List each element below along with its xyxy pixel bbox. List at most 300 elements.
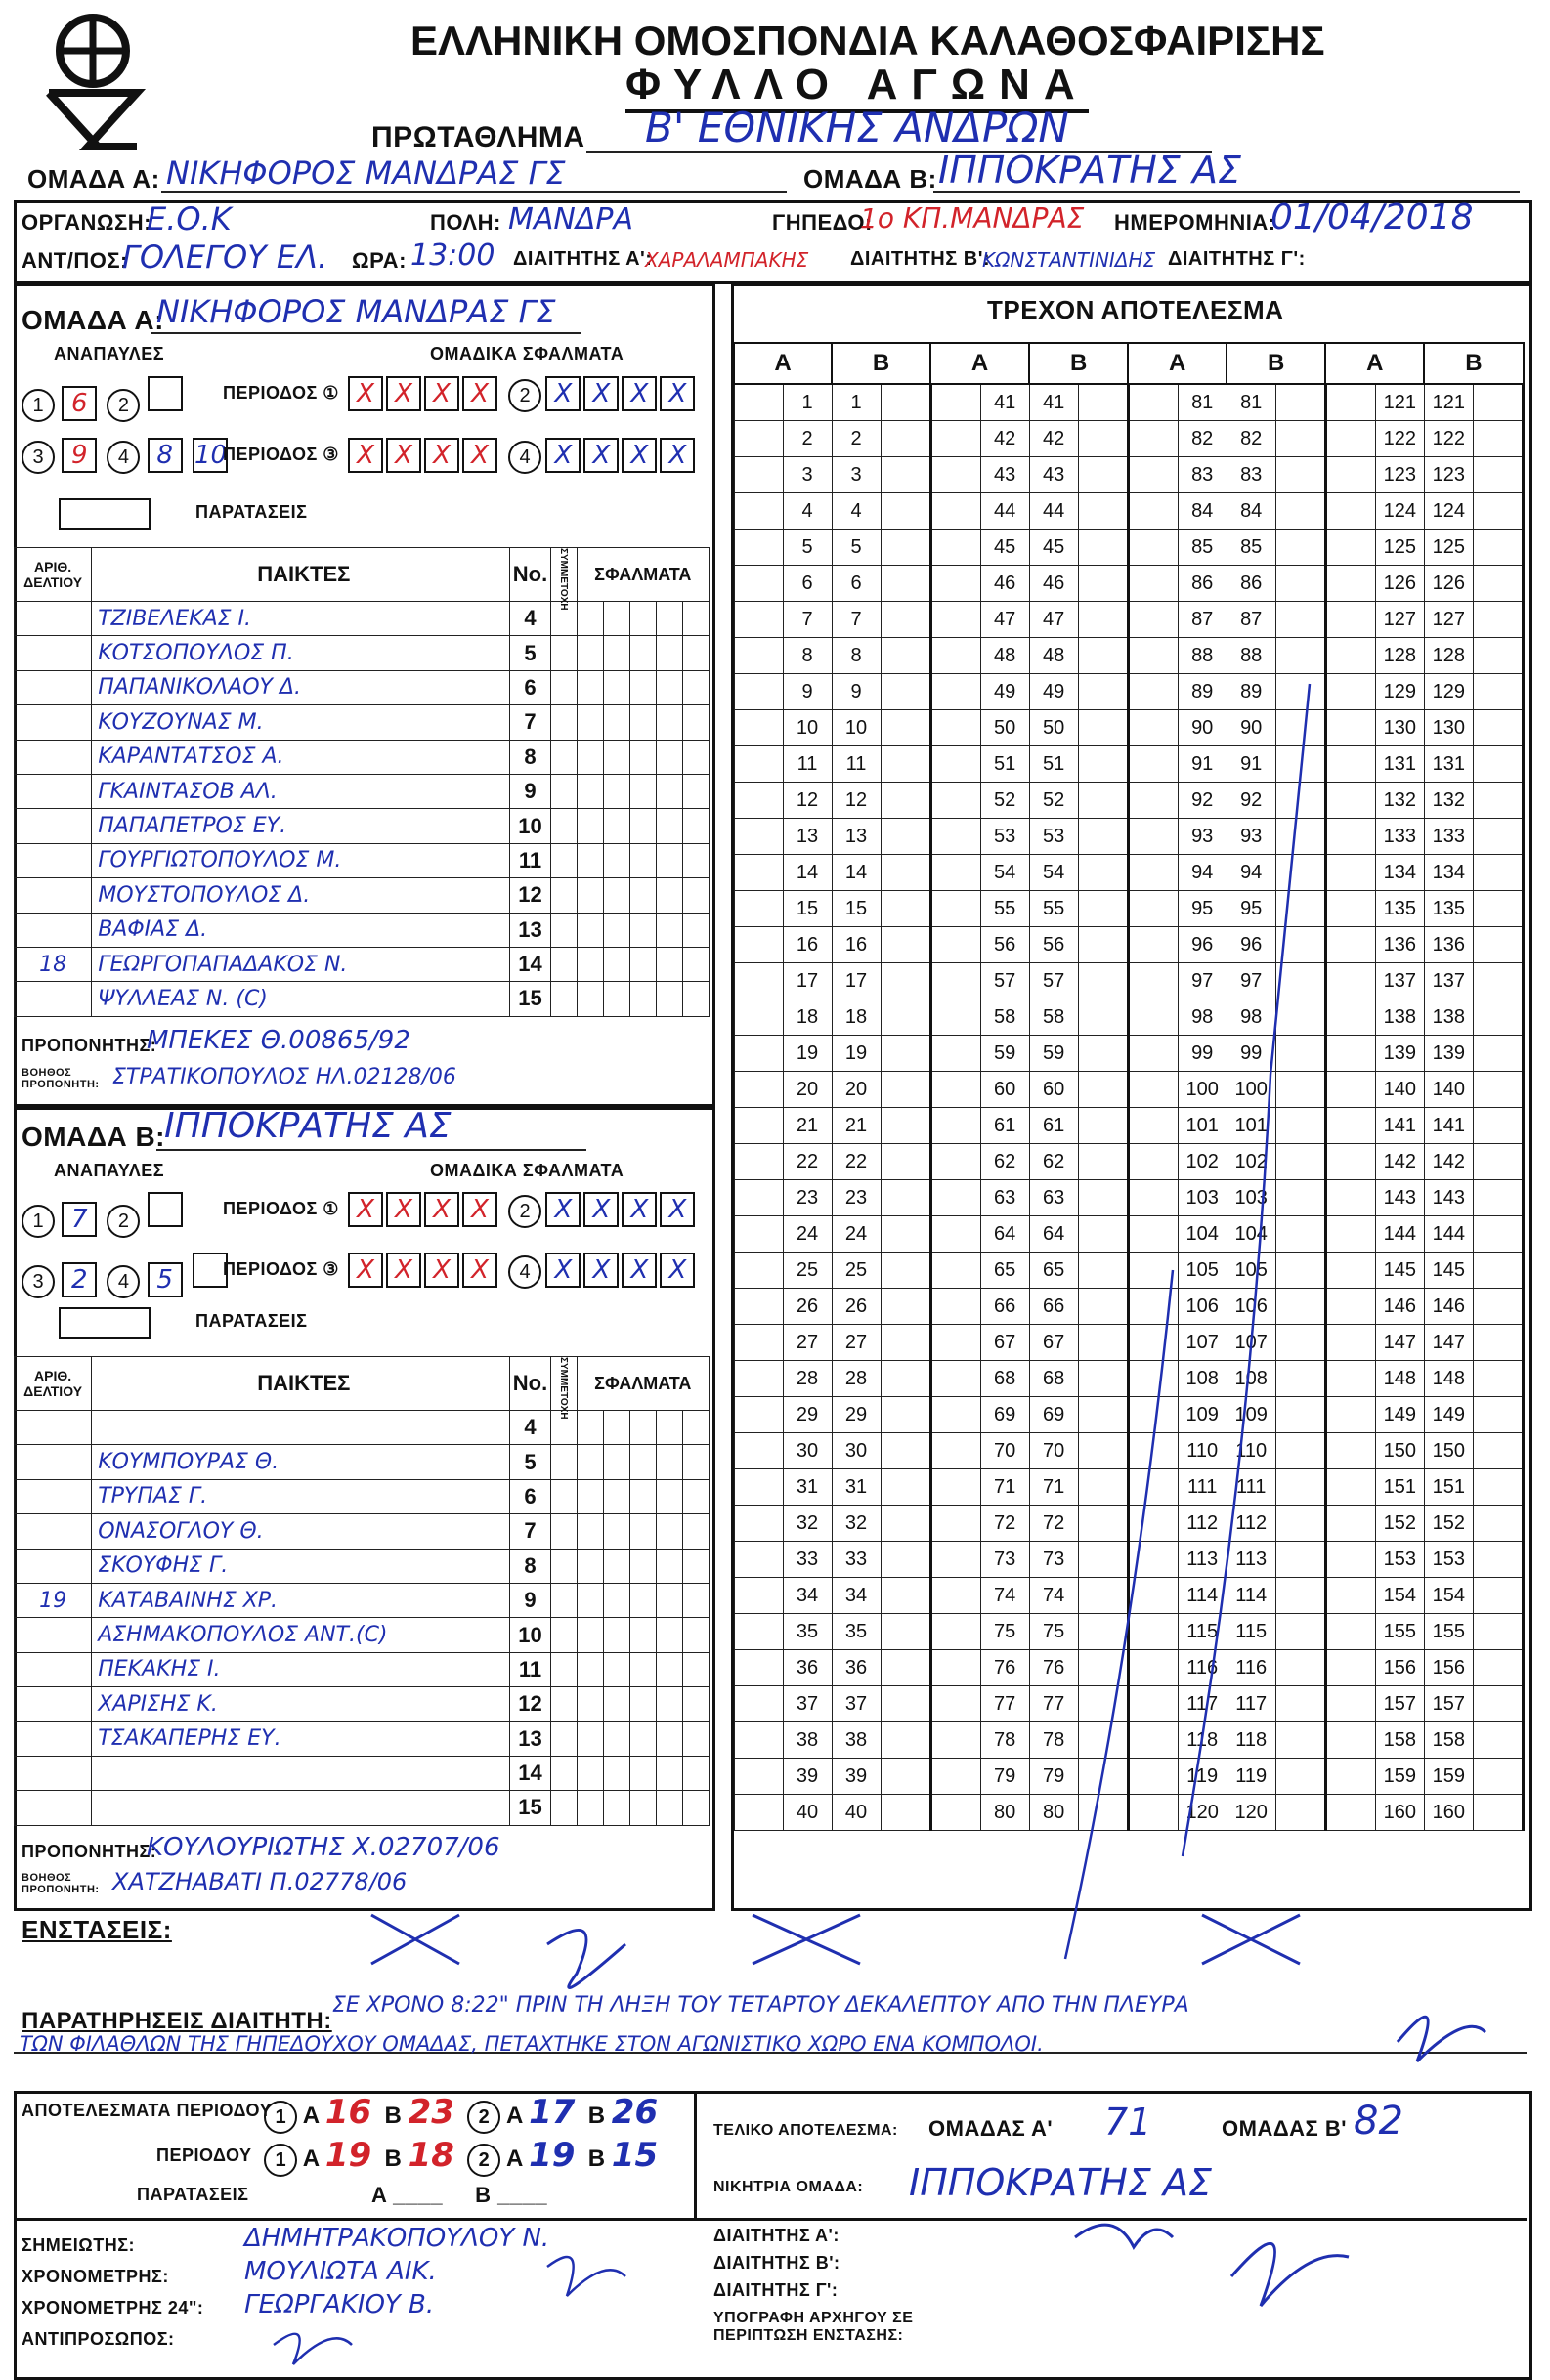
score-cell: 146 — [1375, 1289, 1424, 1325]
ref1-value: ΧΑΡΑΛΑΜΠΑΚΗΣ — [645, 248, 809, 272]
score-cell: 113 — [1178, 1542, 1227, 1578]
player-number: 11 — [510, 1652, 550, 1686]
score-cell: 103 — [1227, 1180, 1275, 1216]
score-cell: 148 — [1375, 1361, 1424, 1397]
score-cell: 74 — [980, 1578, 1029, 1614]
score-cell: 42 — [1029, 421, 1078, 457]
score-cell: 11 — [832, 746, 881, 783]
score-cell: 105 — [1178, 1253, 1227, 1289]
team-a-coach-value: ΜΠΕΚΕΣ Θ.00865/92 — [147, 1026, 410, 1055]
score-cell: 48 — [1029, 638, 1078, 674]
score-cell: 64 — [1029, 1216, 1078, 1253]
score-col-header: Α — [734, 343, 832, 384]
score-cell: 154 — [1375, 1578, 1424, 1614]
score-cell: 89 — [1178, 674, 1227, 710]
period-label: ΠΕΡΙΟΔΟΥ — [156, 2146, 252, 2165]
score-cell: 131 — [1375, 746, 1424, 783]
score-cell: 99 — [1227, 1036, 1275, 1072]
card-no-header: ΑΡΙΘ. ΔΕΛΤΙΟΥ — [15, 548, 92, 602]
score-cell: 77 — [1029, 1686, 1078, 1722]
score-cell: 160 — [1375, 1795, 1424, 1831]
score-cell: 95 — [1178, 891, 1227, 927]
score-cell: 38 — [832, 1722, 881, 1759]
score-cell: 117 — [1227, 1686, 1275, 1722]
score-cell: 72 — [980, 1506, 1029, 1542]
final-label: ΤΕΛΙΚΟ ΑΠΟΤΕΛΕΣΜΑ: — [713, 2122, 898, 2139]
score-cell: 46 — [980, 566, 1029, 602]
score-cell: 98 — [1227, 999, 1275, 1036]
score-cell: 154 — [1424, 1578, 1473, 1614]
score-cell: 109 — [1227, 1397, 1275, 1433]
score-cell: 137 — [1375, 963, 1424, 999]
final-team-a-score: 71 — [1104, 2101, 1152, 2144]
team-b-coach-value: ΚΟΥΛΟΥΡΙΩΤΗΣ Χ.02707/06 — [147, 1833, 500, 1862]
score-col-header: Β — [832, 343, 930, 384]
score-cell: 132 — [1424, 783, 1473, 819]
score-cell: 43 — [1029, 457, 1078, 493]
timeout-box: 2 — [62, 1262, 97, 1297]
commissioner-value: ΓΟΛΕΓΟΥ ΕΛ. — [122, 238, 328, 276]
score-cell: 48 — [980, 638, 1029, 674]
player-number: 7 — [510, 705, 550, 740]
score-cell: 66 — [980, 1289, 1029, 1325]
period-results-row-2: 1 A 19 B 18 2 A 19 B 15 — [264, 2136, 658, 2177]
score-cell: 45 — [1029, 530, 1078, 566]
score-cell: 65 — [1029, 1253, 1078, 1289]
score-cell: 81 — [1227, 384, 1275, 421]
ref2-value: ΚΩΝΣΤΑΝΤΙΝΙΔΗΣ — [982, 248, 1156, 272]
score-cell: 57 — [980, 963, 1029, 999]
sheet-title: ΦΥΛΛΟ ΑΓΩΝΑ — [625, 61, 1089, 113]
player-name: ΠΑΠΑΠΕΤΡΟΣ ΕΥ. — [92, 809, 510, 843]
score-cell: 125 — [1375, 530, 1424, 566]
player-name: ΓΟΥΡΓΙΩΤΟΠΟΥΛΟΣ Μ. — [92, 843, 510, 877]
player-number: 10 — [510, 809, 550, 843]
score-cell: 27 — [783, 1325, 832, 1361]
organizer-label: ΟΡΓΑΝΩΣΗ: — [22, 210, 151, 234]
score-cell: 51 — [1029, 746, 1078, 783]
team-b-assistant-value: ΧΑΤΖΗΑΒΑΤΙ Π.02778/06 — [112, 1868, 408, 1895]
score-cell: 41 — [1029, 384, 1078, 421]
player-number: 5 — [510, 1445, 550, 1479]
score-cell: 122 — [1424, 421, 1473, 457]
score-cell: 143 — [1375, 1180, 1424, 1216]
timer24-label: ΧΡΟΝΟΜΕΤΡΗΣ 24": — [22, 2298, 204, 2317]
player-number: 6 — [510, 670, 550, 704]
score-cell: 94 — [1227, 855, 1275, 891]
team-b-overtimes-label: ΠΑΡΑΤΑΣΕΙΣ — [195, 1311, 308, 1331]
score-cell: 3 — [832, 457, 881, 493]
team-b-label: ΟΜΑΔΑ Β: — [803, 164, 937, 193]
score-cell: 153 — [1375, 1542, 1424, 1578]
score-cell: 31 — [832, 1469, 881, 1506]
score-cell: 136 — [1375, 927, 1424, 963]
score-cell: 56 — [1029, 927, 1078, 963]
score-col-header: Α — [930, 343, 1029, 384]
ref1-label: ΔΙΑΙΤΗΤΗΣ Α': — [513, 248, 653, 270]
player-number: 14 — [510, 1756, 550, 1790]
score-cell: 95 — [1227, 891, 1275, 927]
score-cell: 128 — [1375, 638, 1424, 674]
score-cell: 1 — [832, 384, 881, 421]
score-cell: 124 — [1424, 493, 1473, 530]
score-cell: 58 — [980, 999, 1029, 1036]
protests-label: ΕΝΣΤΑΣΕΙΣ: — [22, 1915, 172, 1944]
score-cell: 62 — [1029, 1144, 1078, 1180]
score-cell: 110 — [1178, 1433, 1227, 1469]
score-cell: 12 — [783, 783, 832, 819]
no-header: No. — [510, 548, 550, 602]
score-cell: 132 — [1375, 783, 1424, 819]
player-number: 14 — [510, 947, 550, 981]
score-cell: 32 — [832, 1506, 881, 1542]
score-cell: 80 — [980, 1795, 1029, 1831]
period-1-team-b-score: 23 — [408, 2093, 454, 2132]
score-cell: 73 — [1029, 1542, 1078, 1578]
team-a-timeouts-label: ΑΝΑΠΑΥΛΕΣ — [54, 344, 165, 363]
score-cell: 92 — [1227, 783, 1275, 819]
team-b-value: ΙΠΠΟΚΡΑΤΗΣ ΑΣ — [938, 149, 1241, 191]
score-cell: 60 — [980, 1072, 1029, 1108]
player-name: ΚΑΤΑΒΑΙΝΗΣ ΧΡ. — [92, 1583, 510, 1617]
score-cell: 66 — [1029, 1289, 1078, 1325]
score-cell: 86 — [1178, 566, 1227, 602]
score-cell: 49 — [980, 674, 1029, 710]
score-cell: 151 — [1424, 1469, 1473, 1506]
score-cell: 7 — [832, 602, 881, 638]
period-3-team-b-score: 18 — [408, 2136, 454, 2175]
score-cell: 35 — [832, 1614, 881, 1650]
score-cell: 21 — [832, 1108, 881, 1144]
score-cell: 54 — [980, 855, 1029, 891]
team-b-period-1-fouls: X X X X — [348, 1192, 500, 1227]
score-cell: 126 — [1375, 566, 1424, 602]
player-number: 13 — [510, 1721, 550, 1756]
score-cell: 107 — [1227, 1325, 1275, 1361]
score-cell: 150 — [1424, 1433, 1473, 1469]
period-4-team-a-score: 19 — [529, 2136, 576, 2175]
player-name: ΒΑΦΙΑΣ Δ. — [92, 913, 510, 947]
score-cell: 140 — [1375, 1072, 1424, 1108]
score-cell: 61 — [1029, 1108, 1078, 1144]
player-number: 15 — [510, 1791, 550, 1825]
score-cell: 56 — [980, 927, 1029, 963]
scorer-value: ΔΗΜΗΤΡΑΚΟΠΟΥΛΟΥ Ν. — [244, 2224, 550, 2253]
score-cell: 99 — [1178, 1036, 1227, 1072]
score-cell: 134 — [1375, 855, 1424, 891]
score-cell: 19 — [783, 1036, 832, 1072]
team-a-coach-label: ΠΡΟΠΟΝΗΤΗΣ: — [22, 1036, 157, 1055]
organizer-value: Ε.Ο.Κ — [147, 200, 232, 237]
players-header: ΠΑΙΚΤΕΣ — [92, 1357, 510, 1411]
team-a-period-2-fouls: 2 X X X X — [508, 376, 698, 412]
score-cell: 142 — [1424, 1144, 1473, 1180]
score-cell: 100 — [1227, 1072, 1275, 1108]
score-cell: 8 — [832, 638, 881, 674]
score-cell: 50 — [1029, 710, 1078, 746]
score-cell: 77 — [980, 1686, 1029, 1722]
player-name: ΓΚΑΙΝΤΑΣΟΒ ΑΛ. — [92, 774, 510, 808]
score-col-header: Α — [1128, 343, 1227, 384]
player-name: ΚΟΤΣΟΠΟΥΛΟΣ Π. — [92, 636, 510, 670]
score-cell: 18 — [783, 999, 832, 1036]
score-cell: 40 — [783, 1795, 832, 1831]
score-cell: 80 — [1029, 1795, 1078, 1831]
team-a-period-4-fouls: 4 X X X X — [508, 438, 698, 474]
team-a-value: ΝΙΚΗΦΟΡΟΣ ΜΑΝΔΡΑΣ ΓΣ — [166, 154, 566, 191]
score-cell: 68 — [980, 1361, 1029, 1397]
score-cell: 159 — [1375, 1759, 1424, 1795]
score-cell: 159 — [1424, 1759, 1473, 1795]
team-a-name: ΝΙΚΗΦΟΡΟΣ ΜΑΝΔΡΑΣ ΓΣ — [156, 293, 556, 330]
score-cell: 22 — [832, 1144, 881, 1180]
team-a-title: ΟΜΑΔΑ Α: — [22, 305, 164, 335]
score-cell: 14 — [783, 855, 832, 891]
score-cell: 116 — [1227, 1650, 1275, 1686]
score-cell: 127 — [1424, 602, 1473, 638]
score-cell: 121 — [1424, 384, 1473, 421]
score-cell: 1 — [783, 384, 832, 421]
timeout-box: 5 — [148, 1262, 183, 1297]
player-name: ΤΡΥΠΑΣ Γ. — [92, 1479, 510, 1513]
score-cell: 130 — [1424, 710, 1473, 746]
score-cell: 147 — [1375, 1325, 1424, 1361]
period-results-row-1: 1 A 16 B 23 2 A 17 B 26 — [264, 2093, 658, 2134]
score-cell: 28 — [832, 1361, 881, 1397]
score-cell: 5 — [832, 530, 881, 566]
team-a-period-1-fouls: X X X X — [348, 376, 500, 411]
team-b-period-3-label: ΠΕΡΙΟΔΟΣ ③ — [223, 1259, 339, 1279]
team-b-period-1-label: ΠΕΡΙΟΔΟΣ ① — [223, 1199, 339, 1218]
score-col-header: Β — [1029, 343, 1128, 384]
score-cell: 53 — [980, 819, 1029, 855]
team-b-coach-label: ΠΡΟΠΟΝΗΤΗΣ: — [22, 1842, 157, 1861]
player-name: ΚΟΥΖΟΥΝΑΣ Μ. — [92, 705, 510, 740]
team-b-timeouts-second-half: 3 2 4 5 — [22, 1253, 231, 1298]
score-cell: 157 — [1375, 1686, 1424, 1722]
score-cell: 144 — [1424, 1216, 1473, 1253]
period-1-team-a-score: 16 — [324, 2093, 372, 2132]
score-cell: 50 — [980, 710, 1029, 746]
score-cell: 47 — [1029, 602, 1078, 638]
score-cell: 17 — [832, 963, 881, 999]
score-cell: 57 — [1029, 963, 1078, 999]
team-a-assistant-value: ΣΤΡΑΤΙΚΟΠΟΥΛΟΣ ΗΛ.02128/06 — [112, 1065, 456, 1089]
player-name: ΣΚΟΥΦΗΣ Γ. — [92, 1549, 510, 1583]
score-cell: 137 — [1424, 963, 1473, 999]
score-cell: 40 — [832, 1795, 881, 1831]
player-number: 4 — [510, 602, 550, 636]
score-cell: 104 — [1227, 1216, 1275, 1253]
score-cell: 69 — [980, 1397, 1029, 1433]
team-a-period-3-fouls: X X X X — [348, 438, 500, 473]
score-cell: 89 — [1227, 674, 1275, 710]
score-cell: 107 — [1178, 1325, 1227, 1361]
team-a-period-1-label: ΠΕΡΙΟΔΟΣ ① — [223, 383, 339, 403]
score-cell: 16 — [783, 927, 832, 963]
player-name: ΑΣΗΜΑΚΟΠΟΥΛΟΣ ΑΝΤ.(C) — [92, 1618, 510, 1652]
scorer-label: ΣΗΜΕΙΩΤΗΣ: — [22, 2235, 136, 2255]
score-cell: 9 — [783, 674, 832, 710]
team-b-period-4-fouls: 4 X X X X — [508, 1253, 698, 1289]
score-cell: 34 — [783, 1578, 832, 1614]
ref3-label: ΔΙΑΙΤΗΤΗΣ Γ': — [1168, 248, 1306, 270]
score-cell: 65 — [980, 1253, 1029, 1289]
score-cell: 30 — [832, 1433, 881, 1469]
score-cell: 122 — [1375, 421, 1424, 457]
score-cell: 34 — [832, 1578, 881, 1614]
score-cell: 7 — [783, 602, 832, 638]
score-cell: 126 — [1424, 566, 1473, 602]
score-cell: 63 — [980, 1180, 1029, 1216]
score-cell: 127 — [1375, 602, 1424, 638]
timeout-box: 8 — [148, 438, 183, 473]
score-cell: 58 — [1029, 999, 1078, 1036]
score-cell: 13 — [783, 819, 832, 855]
team-b-period-2-fouls: 2 X X X X — [508, 1192, 698, 1228]
score-cell: 102 — [1178, 1144, 1227, 1180]
player-card-no: 19 — [15, 1583, 92, 1617]
score-cell: 109 — [1178, 1397, 1227, 1433]
score-cell: 152 — [1424, 1506, 1473, 1542]
score-cell: 133 — [1424, 819, 1473, 855]
score-cell: 21 — [783, 1108, 832, 1144]
score-cell: 131 — [1424, 746, 1473, 783]
score-cell: 143 — [1424, 1180, 1473, 1216]
score-cell: 151 — [1375, 1469, 1424, 1506]
score-cell: 91 — [1178, 746, 1227, 783]
score-cell: 133 — [1375, 819, 1424, 855]
score-cell: 135 — [1424, 891, 1473, 927]
score-cell: 52 — [1029, 783, 1078, 819]
score-cell: 146 — [1424, 1289, 1473, 1325]
score-cell: 67 — [1029, 1325, 1078, 1361]
score-cell: 4 — [832, 493, 881, 530]
period-4-team-b-score: 15 — [611, 2136, 659, 2175]
score-cell: 12 — [832, 783, 881, 819]
score-cell: 55 — [1029, 891, 1078, 927]
player-name: ΨΥΛΛΕΑΣ Ν. (C) — [92, 982, 510, 1016]
score-cell: 55 — [980, 891, 1029, 927]
score-cell: 36 — [832, 1650, 881, 1686]
score-cell: 22 — [783, 1144, 832, 1180]
score-cell: 20 — [783, 1072, 832, 1108]
score-cell: 108 — [1178, 1361, 1227, 1397]
score-cell: 6 — [832, 566, 881, 602]
score-cell: 3 — [783, 457, 832, 493]
score-cell: 62 — [980, 1144, 1029, 1180]
score-cell: 93 — [1227, 819, 1275, 855]
score-cell: 81 — [1178, 384, 1227, 421]
score-cell: 76 — [980, 1650, 1029, 1686]
score-cell: 97 — [1178, 963, 1227, 999]
score-cell: 87 — [1178, 602, 1227, 638]
score-cell: 75 — [980, 1614, 1029, 1650]
player-name: ΓΕΩΡΓΟΠΑΠΑΔΑΚΟΣ Ν. — [92, 947, 510, 981]
team-a-timeouts-second-half: 3 9 4 8 10 — [22, 438, 231, 474]
score-cell: 129 — [1424, 674, 1473, 710]
score-cell: 101 — [1178, 1108, 1227, 1144]
score-cell: 156 — [1375, 1650, 1424, 1686]
score-cell: 15 — [783, 891, 832, 927]
score-cell: 136 — [1424, 927, 1473, 963]
score-cell: 79 — [980, 1759, 1029, 1795]
score-cell: 82 — [1227, 421, 1275, 457]
score-cell: 87 — [1227, 602, 1275, 638]
score-cell: 108 — [1227, 1361, 1275, 1397]
player-number: 8 — [510, 1549, 550, 1583]
remarks-text-line-1: ΣΕ ΧΡΟΝΟ 8:22" ΠΡΙΝ ΤΗ ΛΗΞΗ ΤΟΥ ΤΕΤΑΡΤΟΥ ΔΕΚΑΛΕΠΤΟΥ ΑΠΟ ΤΗΝ ΠΛΕΥΡΑ — [332, 1993, 1189, 2018]
team-a-assistant-label: ΒΟΗΘΟΣ ΠΡΟΠΟΝΗΤΗ: — [22, 1067, 100, 1090]
team-b-team-fouls-label: ΟΜΑΔΙΚΑ ΣΦΑΛΜΑΤΑ — [430, 1161, 624, 1180]
score-cell: 59 — [1029, 1036, 1078, 1072]
score-cell: 85 — [1227, 530, 1275, 566]
score-cell: 118 — [1227, 1722, 1275, 1759]
team-a-team-fouls-label: ΟΜΑΔΙΚΑ ΣΦΑΛΜΑΤΑ — [430, 344, 624, 363]
participation-header: ΣΥΜΜΕΤΟΧΗ — [550, 1357, 577, 1411]
score-cell: 102 — [1227, 1144, 1275, 1180]
score-cell: 10 — [783, 710, 832, 746]
score-cell: 140 — [1424, 1072, 1473, 1108]
score-cell: 39 — [832, 1759, 881, 1795]
score-cell: 24 — [783, 1216, 832, 1253]
score-cell: 90 — [1227, 710, 1275, 746]
commissioner-label: ΑΝΤ/ΠΟΣ: — [22, 248, 128, 273]
score-cell: 15 — [832, 891, 881, 927]
score-cell: 119 — [1227, 1759, 1275, 1795]
remarks-label: ΠΑΡΑΤΗΡΗΣΕΙΣ ΔΙΑΙΤΗΤΗ: — [22, 2008, 332, 2034]
score-cell: 6 — [783, 566, 832, 602]
score-cell: 114 — [1178, 1578, 1227, 1614]
score-cell: 17 — [783, 963, 832, 999]
team-a-period-3-label: ΠΕΡΙΟΔΟΣ ③ — [223, 445, 339, 464]
score-cell: 84 — [1178, 493, 1227, 530]
winner-value: ΙΠΠΟΚΡΑΤΗΣ ΑΣ — [909, 2161, 1212, 2204]
score-cell: 119 — [1178, 1759, 1227, 1795]
score-cell: 129 — [1375, 674, 1424, 710]
score-cell: 9 — [832, 674, 881, 710]
score-cell: 106 — [1227, 1289, 1275, 1325]
score-cell: 104 — [1178, 1216, 1227, 1253]
fouls-header: ΣΦΑΛΜΑΤΑ — [577, 1357, 709, 1411]
timeout-box: 10 — [193, 438, 228, 473]
score-cell: 52 — [980, 783, 1029, 819]
score-cell: 78 — [1029, 1722, 1078, 1759]
period-3-team-a-score: 19 — [324, 2136, 372, 2175]
team-a-label: ΟΜΑΔΑ Α: — [27, 164, 160, 193]
ref-b-sig-label: ΔΙΑΙΤΗΤΗΣ Β': — [713, 2253, 840, 2273]
score-cell: 84 — [1227, 493, 1275, 530]
score-cell: 91 — [1227, 746, 1275, 783]
score-cell: 85 — [1178, 530, 1227, 566]
score-cell: 74 — [1029, 1578, 1078, 1614]
score-cell: 118 — [1178, 1722, 1227, 1759]
score-cell: 28 — [783, 1361, 832, 1397]
score-cell: 115 — [1227, 1614, 1275, 1650]
period-2-team-b-score: 26 — [611, 2093, 659, 2132]
score-cell: 147 — [1424, 1325, 1473, 1361]
score-cell: 120 — [1227, 1795, 1275, 1831]
city-value: ΜΑΝΔΡΑ — [508, 202, 633, 236]
score-cell: 105 — [1227, 1253, 1275, 1289]
score-cell: 29 — [783, 1397, 832, 1433]
team-a-timeouts-first-half: 1 6 2 — [22, 376, 186, 422]
score-cell: 93 — [1178, 819, 1227, 855]
player-name: ΚΑΡΑΝΤΑΤΣΟΣ Α. — [92, 740, 510, 774]
score-cell: 19 — [832, 1036, 881, 1072]
score-cell: 148 — [1424, 1361, 1473, 1397]
score-cell: 44 — [980, 493, 1029, 530]
